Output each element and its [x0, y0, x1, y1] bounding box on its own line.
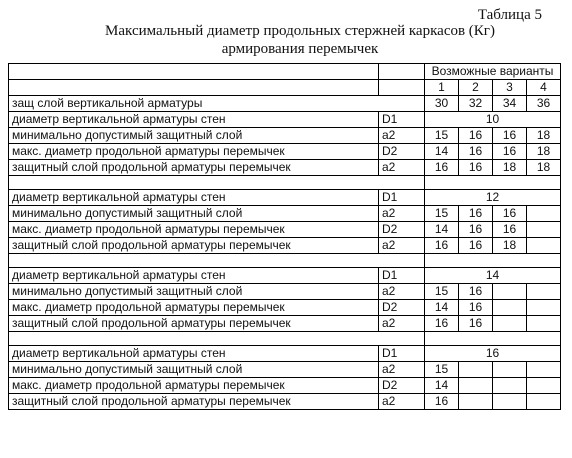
variant-number: 2 [459, 80, 493, 96]
row-code: D1 [379, 190, 425, 206]
table-row [9, 238, 561, 254]
variant-number: 1 [425, 80, 459, 96]
cover-value: 36 [527, 96, 561, 112]
table-row [9, 144, 561, 160]
row-label: минимально допустимый защитный слой [9, 284, 379, 300]
row-value: 16 [425, 394, 459, 410]
table-row [9, 300, 561, 316]
row-code: a2 [379, 362, 425, 378]
table-row [9, 222, 561, 238]
row-value: 16 [459, 128, 493, 144]
row-value: 16 [493, 206, 527, 222]
row-label: диаметр вертикальной арматуры стен [9, 346, 379, 362]
row-value [459, 378, 493, 394]
row-code: a2 [379, 284, 425, 300]
row-value [527, 206, 561, 222]
row-value [527, 362, 561, 378]
row-value: 15 [425, 206, 459, 222]
row-value: 16 [459, 284, 493, 300]
row-code: a2 [379, 316, 425, 332]
cover-value: 30 [425, 96, 459, 112]
row-value [493, 316, 527, 332]
row-label: минимально допустимый защитный слой [9, 206, 379, 222]
header-blank-code [379, 64, 425, 80]
row-code: D1 [379, 112, 425, 128]
separator-row [9, 176, 561, 190]
header-row-variants [9, 64, 561, 80]
row-value: 15 [425, 284, 459, 300]
row-value: 15 [425, 362, 459, 378]
row-label: диаметр вертикальной арматуры стен [9, 112, 379, 128]
row-value: 16 [425, 238, 459, 254]
row-value: 16 [459, 238, 493, 254]
row-value: 16 [493, 144, 527, 160]
row-code: a2 [379, 128, 425, 144]
table-row [9, 316, 561, 332]
row-code: D2 [379, 378, 425, 394]
table-row [9, 284, 561, 300]
row-value: 18 [527, 160, 561, 176]
row-label: защитный слой продольной арматуры перемычек [9, 316, 379, 332]
header-row-numbers [9, 80, 561, 96]
separator-cell [9, 176, 425, 190]
row-value: 16 [459, 160, 493, 176]
row-value: 10 [425, 112, 561, 128]
row-label: макс. диаметр продольной арматуры перемычек [9, 144, 379, 160]
row-value: 16 [459, 316, 493, 332]
row-label: диаметр вертикальной арматуры стен [9, 268, 379, 284]
row-value [527, 378, 561, 394]
row-code: D1 [379, 268, 425, 284]
row-value: 16 [425, 160, 459, 176]
cover-row-label: защ слой вертикальной арматуры [9, 96, 425, 112]
row-label: макс. диаметр продольной арматуры перемычек [9, 378, 379, 394]
cover-value: 32 [459, 96, 493, 112]
table-row [9, 394, 561, 410]
row-value: 15 [425, 128, 459, 144]
row-value: 16 [459, 300, 493, 316]
separator-cell [9, 332, 425, 346]
row-label: защитный слой продольной арматуры перемычек [9, 160, 379, 176]
row-value: 16 [459, 206, 493, 222]
header-blank-code [379, 80, 425, 96]
row-label: защитный слой продольной арматуры перемычек [9, 394, 379, 410]
row-value: 16 [493, 128, 527, 144]
cover-row [9, 96, 561, 112]
row-label: макс. диаметр продольной арматуры перемычек [9, 222, 379, 238]
table-row [9, 346, 561, 362]
separator-cell [425, 332, 561, 346]
row-value: 12 [425, 190, 561, 206]
row-value: 14 [425, 222, 459, 238]
row-value [527, 238, 561, 254]
row-value: 14 [425, 300, 459, 316]
row-value [527, 394, 561, 410]
row-value: 18 [527, 128, 561, 144]
row-code: a2 [379, 394, 425, 410]
title-line-1: Максимальный диаметр продольных стержней каркасов (Кг) [105, 23, 495, 39]
row-value [459, 362, 493, 378]
row-value: 14 [425, 144, 459, 160]
cover-value: 34 [493, 96, 527, 112]
row-label: защитный слой продольной арматуры перемычек [9, 238, 379, 254]
separator-cell [425, 176, 561, 190]
separator-row [9, 332, 561, 346]
row-value [527, 222, 561, 238]
table-row [9, 190, 561, 206]
row-value: 16 [459, 144, 493, 160]
row-label: минимально допустимый защитный слой [9, 128, 379, 144]
table-title [60, 22, 540, 58]
row-value [493, 378, 527, 394]
row-value: 14 [425, 378, 459, 394]
reinforcement-table [8, 63, 561, 410]
row-value: 18 [493, 238, 527, 254]
row-value: 16 [459, 222, 493, 238]
table-row [9, 362, 561, 378]
variants-header: Возможные варианты [425, 64, 561, 80]
header-blank [9, 80, 379, 96]
separator-row [9, 254, 561, 268]
row-code: a2 [379, 160, 425, 176]
row-code: D2 [379, 144, 425, 160]
row-value: 14 [425, 268, 561, 284]
separator-cell [9, 254, 425, 268]
row-value: 18 [527, 144, 561, 160]
row-label: минимально допустимый защитный слой [9, 362, 379, 378]
row-code: D2 [379, 222, 425, 238]
row-code: D1 [379, 346, 425, 362]
row-value [527, 316, 561, 332]
row-value: 16 [493, 222, 527, 238]
row-value [493, 362, 527, 378]
variant-number: 3 [493, 80, 527, 96]
row-value [459, 394, 493, 410]
variant-number: 4 [527, 80, 561, 96]
row-code: a2 [379, 238, 425, 254]
row-value [493, 394, 527, 410]
row-code: D2 [379, 300, 425, 316]
table-row [9, 112, 561, 128]
table-row [9, 128, 561, 144]
title-line-2: армирования перемычек [221, 41, 379, 57]
row-value [527, 300, 561, 316]
row-label: диаметр вертикальной арматуры стен [9, 190, 379, 206]
table-row [9, 268, 561, 284]
row-value [527, 284, 561, 300]
table-row [9, 160, 561, 176]
row-value [493, 284, 527, 300]
row-label: макс. диаметр продольной арматуры перемычек [9, 300, 379, 316]
table-row [9, 206, 561, 222]
header-blank [9, 64, 379, 80]
table-number: Таблица 5 [477, 7, 542, 23]
row-code: a2 [379, 206, 425, 222]
table-row [9, 378, 561, 394]
row-value: 16 [425, 346, 561, 362]
row-value [493, 300, 527, 316]
separator-cell [425, 254, 561, 268]
row-value: 16 [425, 316, 459, 332]
row-value: 18 [493, 160, 527, 176]
